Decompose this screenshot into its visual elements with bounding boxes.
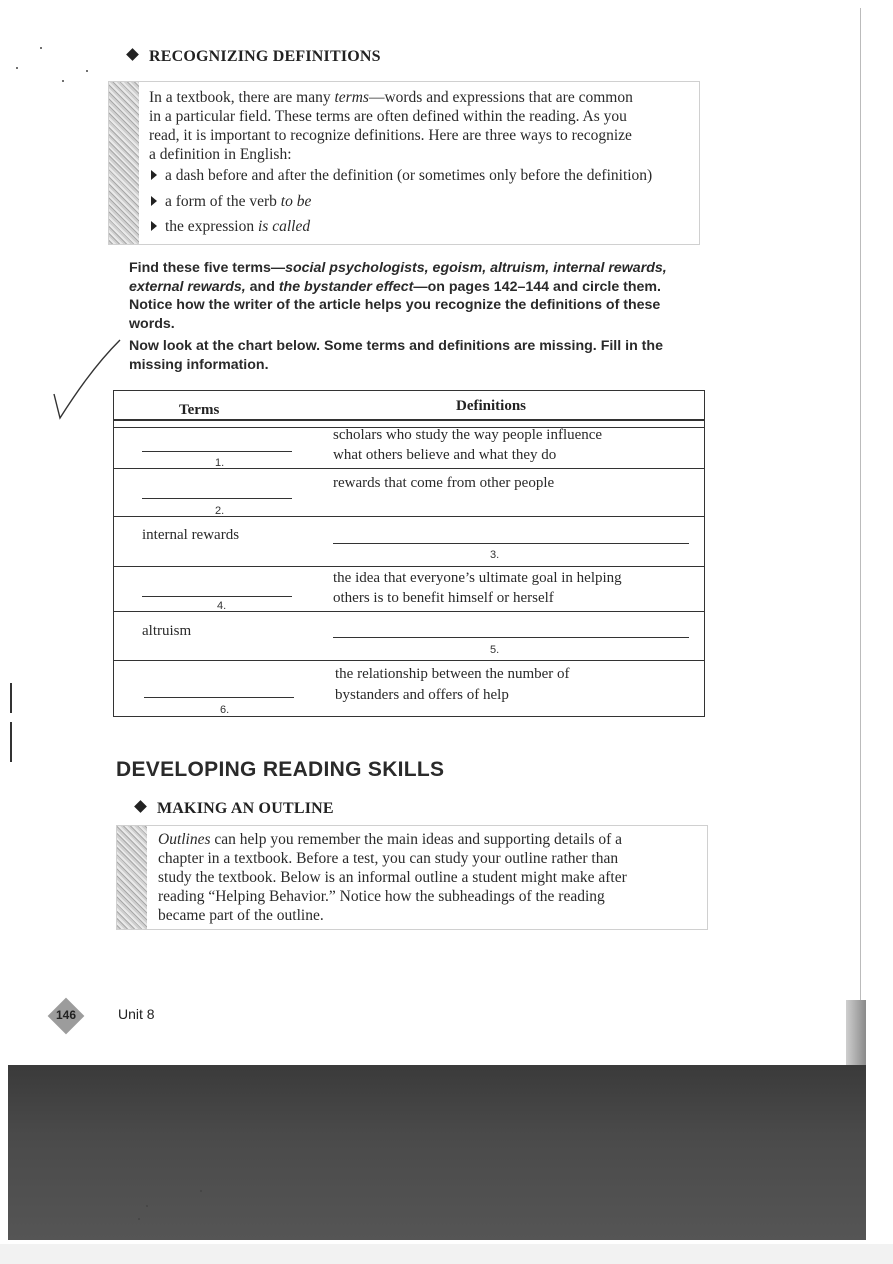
definition-text: the idea that everyone’s ultimate goal in helping	[333, 570, 622, 586]
unit-label: Unit 8	[118, 1006, 155, 1022]
row-rule	[114, 611, 704, 612]
row-rule	[114, 468, 704, 469]
header-rule	[114, 419, 704, 421]
speck	[86, 70, 88, 72]
bullet-item-1: a dash before and after the definition (or sometimes only before the definition)	[151, 167, 652, 185]
blank-number: 2.	[215, 505, 225, 517]
margin-mark	[10, 722, 12, 762]
blank-term-1[interactable]	[142, 451, 292, 452]
blank-term-2[interactable]	[142, 498, 292, 499]
row-rule	[114, 516, 704, 517]
definition-text: others is to benefit himself or herself	[333, 590, 554, 606]
handwritten-checkmark-icon	[44, 336, 124, 426]
box-texture	[117, 826, 147, 929]
definition-text: scholars who study the way people influence	[333, 427, 603, 443]
term-text: internal rewards	[142, 527, 240, 543]
outline-line-4: reading “Helping Behavior.” Notice how the subheadings of the reading	[158, 888, 605, 905]
page-number-badge	[48, 998, 84, 1034]
triangle-bullet-icon	[151, 221, 157, 231]
heading-developing-reading-skills: DEVELOPING READING SKILLS	[116, 758, 445, 781]
bullet-item-2: a form of the verb to be	[151, 193, 311, 211]
definition-text: bystanders and offers of help	[335, 687, 509, 703]
blank-number: 5.	[490, 644, 500, 656]
blank-number: 3.	[490, 549, 500, 561]
intro-line-3: read, it is important to recognize definitions. Here are three ways to recognize	[149, 127, 632, 144]
definition-text: rewards that come from other people	[333, 475, 555, 491]
definition-text: what others believe and what they do	[333, 447, 557, 463]
section-title: MAKING AN OUTLINE	[157, 800, 334, 817]
speck	[16, 67, 18, 69]
header-definitions: Definitions	[456, 398, 527, 414]
outline-line-3: study the textbook. Below is an informal outline a student might make after	[158, 869, 627, 886]
page-edge	[860, 8, 861, 1058]
diamond-bullet-icon	[126, 48, 139, 61]
row-rule	[114, 660, 704, 661]
definition-text: the relationship between the number of	[335, 666, 570, 682]
speck	[40, 47, 42, 49]
intro-line-1: In a textbook, there are many terms—words and expressions that are common	[149, 89, 633, 106]
scanner-background	[8, 1065, 866, 1240]
bullet-item-3: the expression is called	[151, 218, 310, 236]
speck	[62, 80, 64, 82]
header-terms: Terms	[179, 402, 220, 418]
instructions-paragraph-2: Now look at the chart below. Some terms and definitions are missing. Fill in the missing information.	[129, 338, 663, 373]
blank-number: 4.	[217, 600, 227, 612]
page-number: 146	[55, 1008, 77, 1022]
triangle-bullet-icon	[151, 170, 157, 180]
section-heading-recognizing-definitions	[128, 48, 381, 66]
section-heading-making-an-outline	[136, 800, 334, 818]
blank-number: 1.	[215, 457, 225, 469]
blank-definition-3[interactable]	[333, 543, 689, 544]
outline-line-1: Outlines can help you remember the main ideas and supporting details of a	[158, 831, 623, 848]
outline-line-2: chapter in a textbook. Before a test, you can study your outline rather than	[158, 850, 619, 867]
row-rule	[114, 566, 704, 567]
blank-definition-5[interactable]	[333, 637, 689, 638]
blank-term-6[interactable]	[144, 697, 294, 698]
blank-term-4[interactable]	[142, 596, 292, 597]
intro-line-4: a definition in English:	[149, 146, 292, 163]
outline-line-5: became part of the outline.	[158, 907, 324, 924]
diamond-bullet-icon	[134, 800, 147, 813]
terms-definitions-table	[113, 390, 705, 717]
box-texture	[109, 82, 139, 244]
speck	[138, 1218, 140, 1220]
scanner-bottom-edge	[0, 1244, 893, 1264]
instructions-paragraph-1: Find these five terms—social psychologists, egoism, altruism, internal rewards, external rewards, and the bystander effect—on pages 142–144 and circle them. Notice how the writer of the article helps you recognize the definitions of these words.	[129, 260, 667, 332]
term-text: altruism	[142, 623, 192, 639]
triangle-bullet-icon	[151, 196, 157, 206]
margin-mark	[10, 683, 12, 713]
speck	[146, 1205, 148, 1207]
blank-number: 6.	[220, 704, 230, 716]
section-title: RECOGNIZING DEFINITIONS	[149, 48, 381, 65]
intro-line-2: in a particular field. These terms are often defined within the reading. As you	[149, 108, 627, 125]
speck	[200, 1190, 202, 1192]
